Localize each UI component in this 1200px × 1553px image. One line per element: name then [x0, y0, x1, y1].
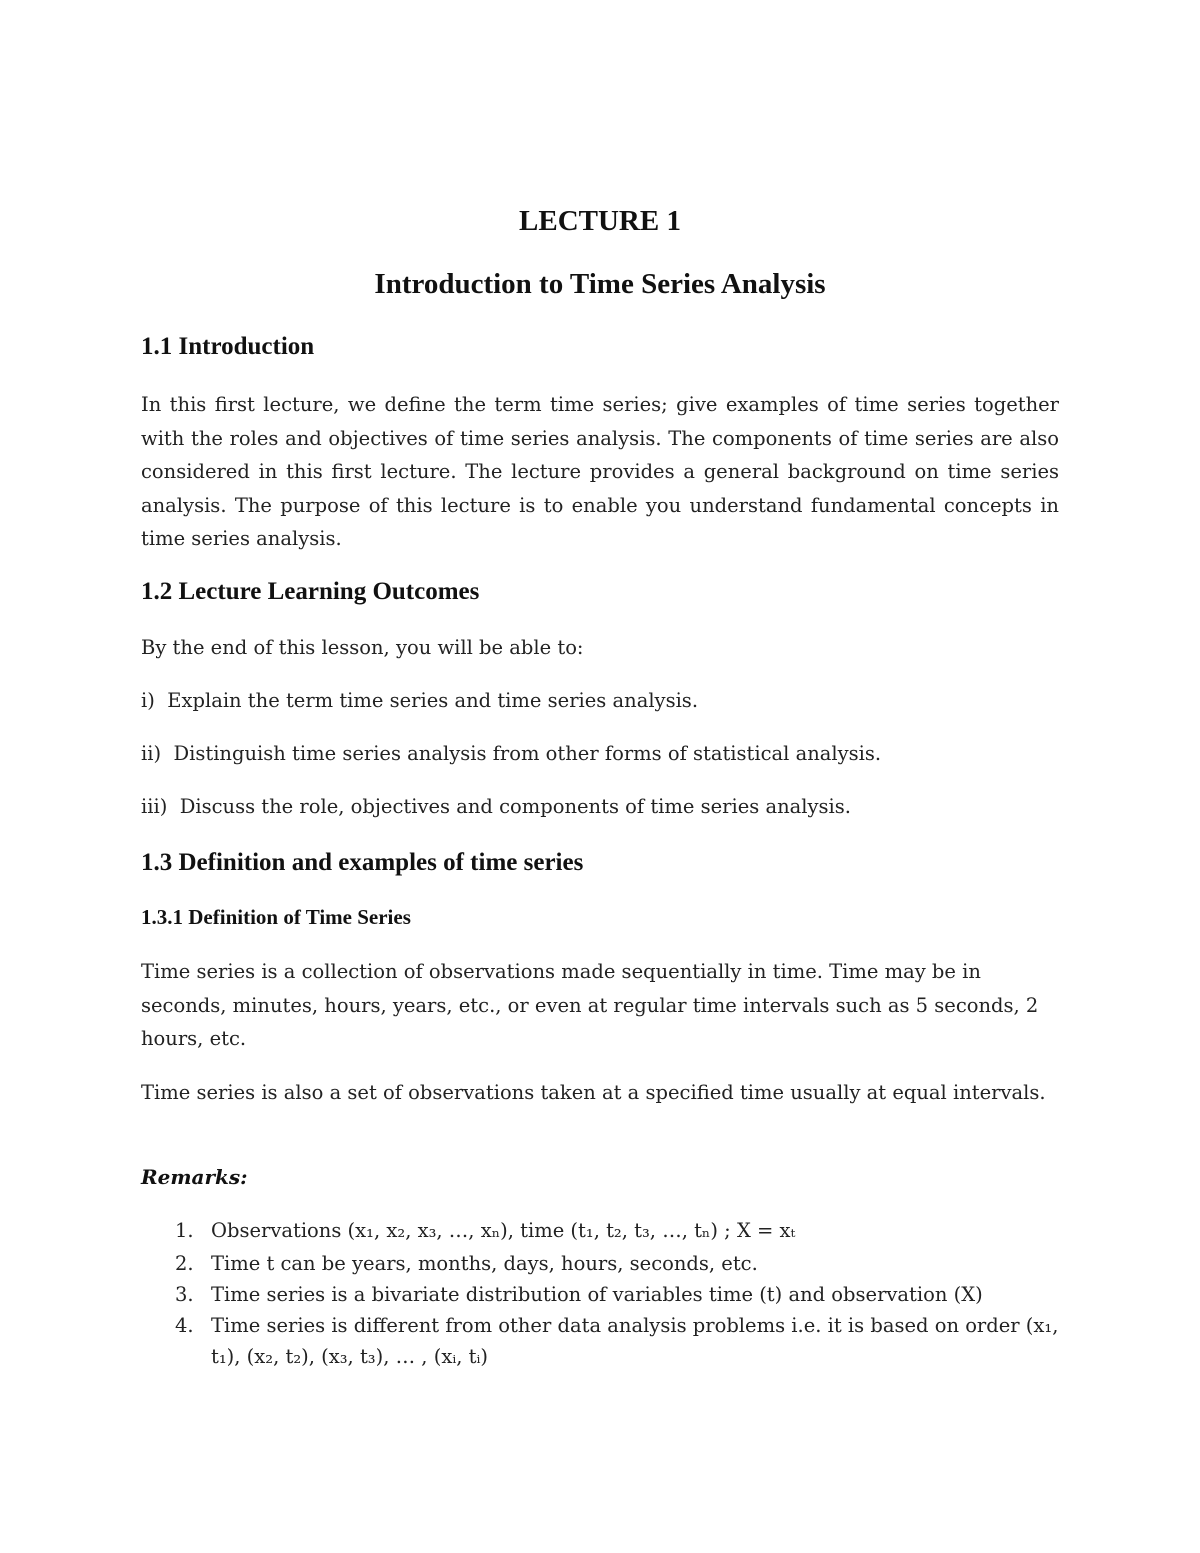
outcomes-lead-text: By the end of this lesson, you will be able to: [141, 636, 584, 659]
section-heading-definition-examples: 1.3 Definition and examples of time series [141, 849, 584, 876]
remark-item [175, 1248, 1075, 1279]
remark-text: Time t can be years, months, days, hours, seconds, etc. [211, 1252, 758, 1275]
outcome-item-3: iii) Discuss the role, objectives and components of time series analysis. [141, 795, 851, 818]
remark-number: 2. [175, 1252, 194, 1275]
remark-text: Time series is a bivariate distribution of variables time (t) and observation (X) [211, 1283, 983, 1306]
outcome-item-2: ii) Distinguish time series analysis from other forms of statistical analysis. [141, 742, 882, 765]
remark-number: 1. [175, 1219, 194, 1242]
remark-text: Observations (x₁, x₂, x₃, …, xₙ), time (t₁, t₂, t₃, …, tₙ) ; X = xₜ [211, 1219, 796, 1242]
subsection-heading-definition: 1.3.1 Definition of Time Series [141, 905, 411, 929]
definition-paragraph-1: Time series is a collection of observations made sequentially in time. Time may be in seconds, minutes, hours, years, etc., or even at regular time intervals such as 5 seconds, 2 hours, etc. [141, 960, 1039, 1050]
outcome-item-1: i) Explain the term time series and time series analysis. [141, 689, 699, 712]
remark-text: Time series is different from other data analysis problems i.e. it is based on order (x₁, t₁), (x₂, t₂), (x₃, t₃), … , (xᵢ, tᵢ) [211, 1314, 1059, 1368]
remark-item [175, 1215, 1075, 1246]
remarks-label: Remarks: [141, 1165, 248, 1189]
section-heading-learning-outcomes: 1.2 Lecture Learning Outcomes [141, 578, 480, 605]
remark-number: 4. [175, 1314, 194, 1337]
section-heading-introduction: 1.1 Introduction [141, 333, 315, 360]
definition-paragraph-2: Time series is also a set of observations taken at a specified time usually at equal intervals. [141, 1081, 1046, 1104]
remark-item [175, 1279, 1075, 1310]
lecture-number: LECTURE 1 [519, 205, 681, 237]
lecture-title: Introduction to Time Series Analysis [374, 268, 826, 300]
introduction-paragraph: In this first lecture, we define the term time series; give examples of time series together with the roles and objectives of time series analysis. The components of time series are also considered in this first lecture. The lecture provides a general background on time series analysis. The purpose of this lecture is to enable you understand fundamental concepts in time series analysis. [141, 393, 1059, 550]
remark-number: 3. [175, 1283, 194, 1306]
remark-item [175, 1310, 1075, 1374]
